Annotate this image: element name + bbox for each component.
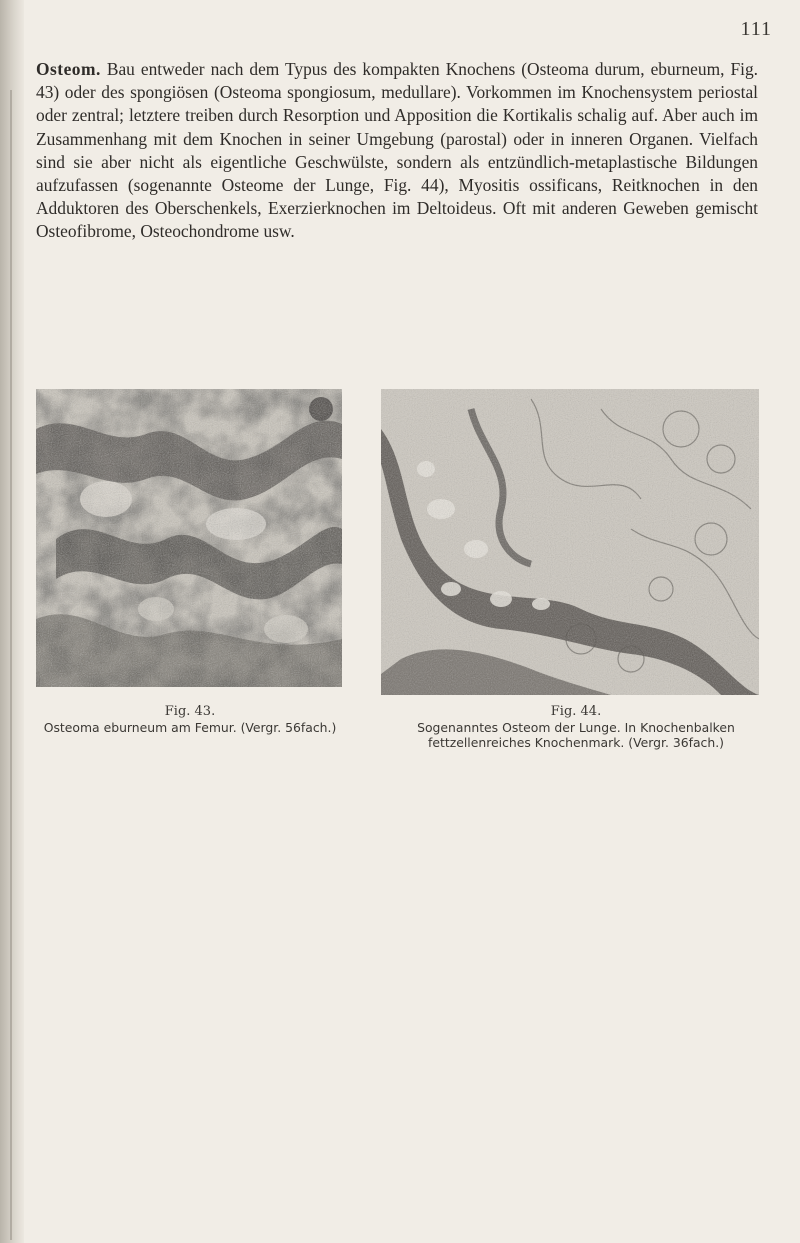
figure-44-micrograph: [381, 389, 759, 695]
figure-43-caption-text: Osteoma eburneum am Femur. (Vergr. 56fach.): [43, 720, 337, 735]
figure-44-caption-text: Sogenanntes Osteom der Lunge. In Knochenbalken fettzellenreiches Knochenmark. (Vergr. 36fach.): [417, 720, 735, 750]
section-lead: Osteom.: [36, 59, 101, 79]
figure-44-caption: [376, 704, 776, 750]
figure-44-label: Fig. 44.: [550, 704, 602, 719]
paragraph-text: Bau entweder nach dem Typus des kompakten Knochens (Osteoma durum, eburneum, Fig. 43) oder des spongiösen (Osteoma spongiosum, medullare). Vorkommen im Knochensystem periostal oder zentral; letztere treiben durch Resorption und Apposition die Kortikalis schalig auf. Aber auch im Zusammenhang mit dem Knochen in seiner Umgebung (parostal) oder in inneren Organen. Vielfach sind sie aber nicht als eigentliche Geschwülste, sondern als entzündlich-metaplastische Bildungen aufzufassen (sogenannte Osteome der Lunge, Fig. 44), Myositis ossificans, Reitknochen in den Adduktoren des Oberschenkels, Exerzierknochen im Deltoideus. Oft mit anderen Geweben gemischt Osteofibrome, Osteochondrome usw.: [36, 59, 758, 242]
body-paragraph: [36, 58, 758, 244]
figure-43-label: Fig. 43.: [164, 704, 216, 719]
binding-shadow: [10, 90, 12, 1240]
figure-43-caption: [30, 704, 350, 735]
page-number: 111: [740, 18, 772, 40]
micrograph-osteoma-eburneum: [36, 389, 342, 687]
page-binding-gutter: [0, 0, 24, 1243]
micrograph-lung-osteoma: [381, 389, 759, 695]
figure-43-micrograph: [36, 389, 342, 687]
